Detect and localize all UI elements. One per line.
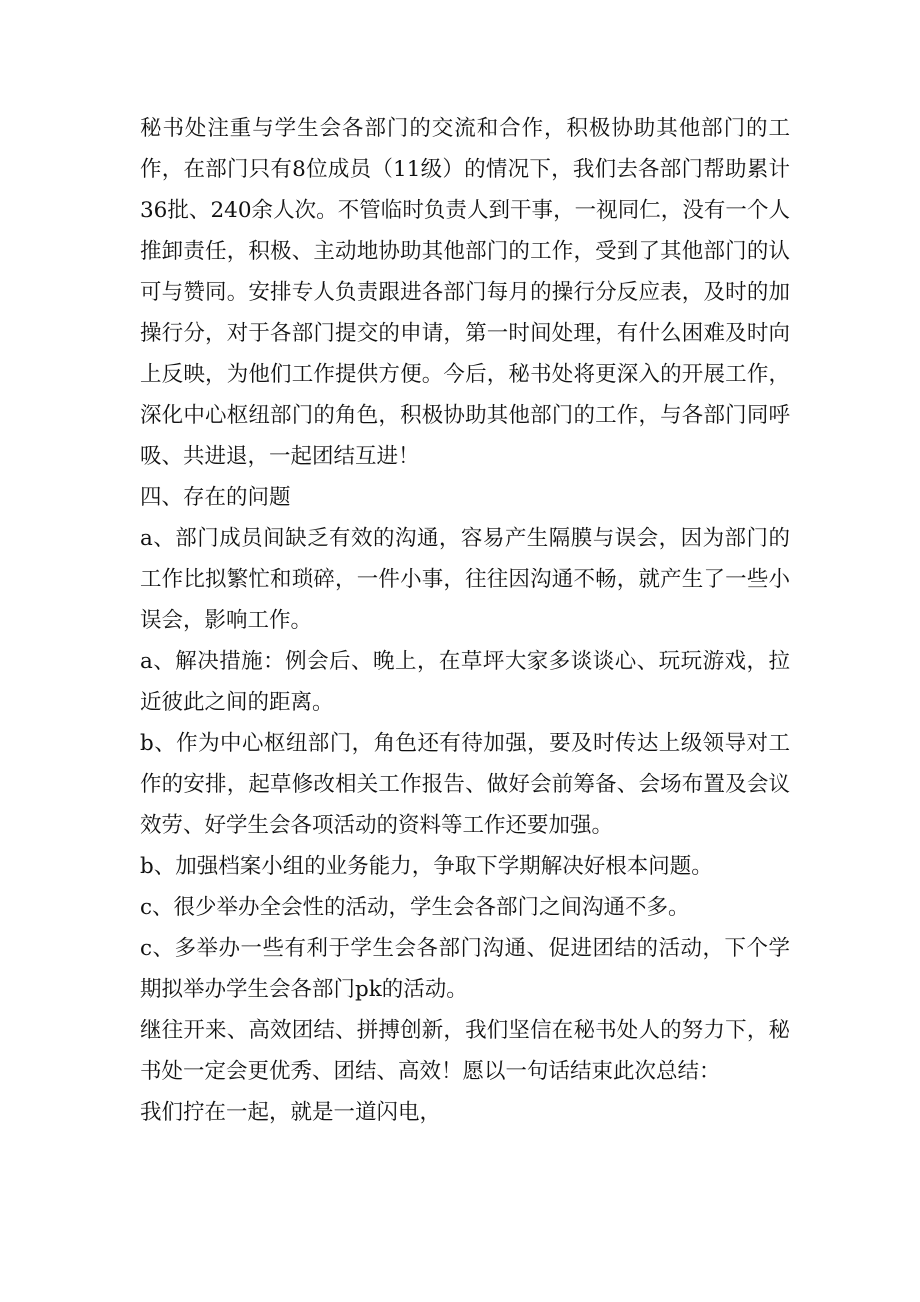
solution-c: c、多举办一些有利于学生会各部门沟通、促进团结的活动，下个学期拟举办学生会各部门pk的活动。 bbox=[140, 936, 790, 1002]
document-body bbox=[140, 108, 790, 1133]
problem-b: b、作为中心枢纽部门，角色还有待加强，要及时传达上级领导对工作的安排，起草修改相关工作报告、做好会前筹备、会场布置及会议效劳、好学生会各项活动的资料等工作还要加强。 bbox=[140, 731, 790, 838]
solution-b: b、加强档案小组的业务能力，争取下学期解决好根本问题。 bbox=[140, 854, 713, 879]
problem-a: a、部门成员间缺乏有效的沟通，容易产生隔膜与误会，因为部门的工作比拟繁忙和琐碎，一件小事，往往因沟通不畅，就产生了一些小误会，影响工作。 bbox=[140, 526, 790, 633]
problem-c: c、很少举办全会性的活动，学生会各部门之间沟通不多。 bbox=[140, 895, 690, 920]
solution-a: a、解决措施：例会后、晚上，在草坪大家多谈谈心、玩玩游戏，拉近彼此之间的距离。 bbox=[140, 649, 790, 715]
section-heading-problems: 四、存在的问题 bbox=[140, 485, 291, 510]
closing-paragraph: 继往开来、高效团结、拼搏创新，我们坚信在秘书处人的努力下，秘书处一定会更优秀、团结、高效！愿以一句话结束此次总结： bbox=[140, 1018, 790, 1084]
paragraph-secretariat-cooperation: 秘书处注重与学生会各部门的交流和合作，积极协助其他部门的工作，在部门只有8位成员（11级）的情况下，我们去各部门帮助累计36批、240余人次。不管临时负责人到干事，一视同仁，没有一个人推卸责任，积极、主动地协助其他部门的工作，受到了其他部门的认可与赞同。安排专人负责跟进各部门每月的操行分反应表，及时的加操行分，对于各部门提交的申请，第一时间处理，有什么困难及时向上反映，为他们工作提供方便。今后，秘书处将更深入的开展工作，深化中心枢纽部门的角色，积极协助其他部门的工作，与各部门同呼吸、共进退，一起团结互进！ bbox=[140, 116, 790, 469]
closing-line: 我们拧在一起，就是一道闪电， bbox=[140, 1100, 442, 1125]
